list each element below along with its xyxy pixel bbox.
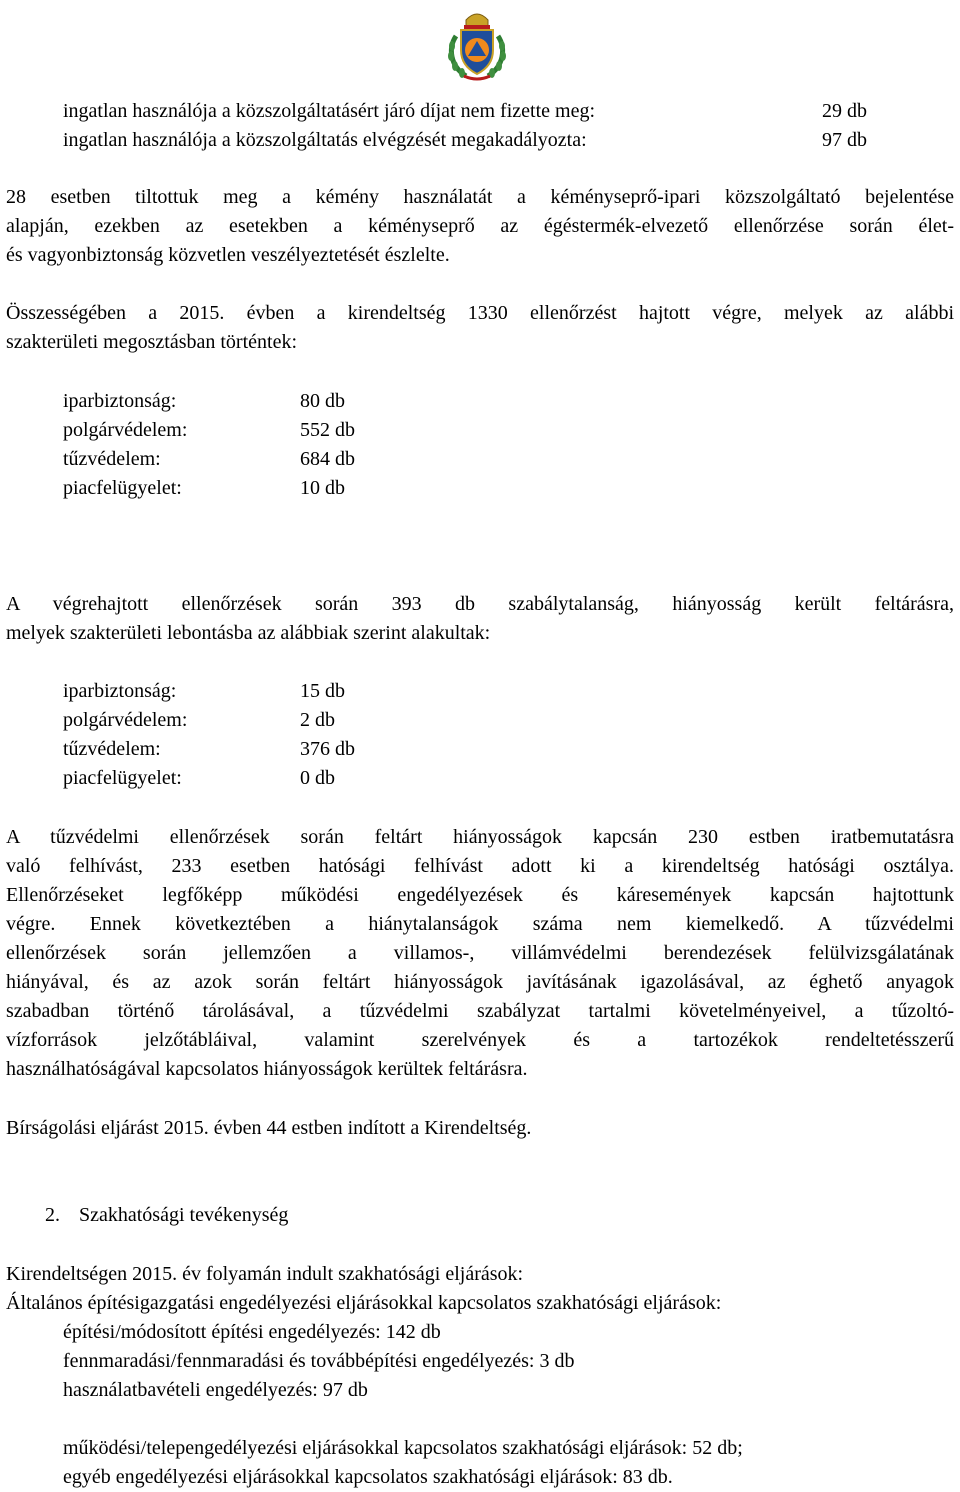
paragraph-2-line-1: Összességében a 2015. évben a kirendeltség 1330 ellenőrzést hajtott végre, melyek az alábbi (6, 302, 954, 324)
section-2-other-2: egyéb engedélyezési eljárásokkal kapcsolatos szakhatósági eljárások: 83 db. (63, 1466, 673, 1488)
section-2-item-2: fennmaradási/fennmaradási és továbbépítési engedélyezés: 3 db (63, 1350, 575, 1372)
civil-protection-emblem-icon (442, 6, 512, 82)
section-2-item-1: építési/módosított építési engedélyezés: 142 db (63, 1321, 441, 1343)
paragraph-3-line-2: melyek szakterületi lebontásba az alábbiak szerint alakultak: (6, 622, 491, 644)
inspection-value-industrial-safety: 80 db (300, 390, 345, 412)
irregularity-value-market-supervision: 0 db (300, 767, 335, 789)
section-2-other-1: működési/telepengedélyezési eljárásokkal kapcsolatos szakhatósági eljárások: 52 db; (63, 1437, 743, 1459)
section-2-number: 2. (45, 1204, 60, 1226)
paragraph-4-line-7: szabadban történő tárolásával, a tűzvédelmi szabályzat tartalmi követelményeivel, a tűzoltó- (6, 1000, 954, 1022)
top-list-label-1: ingatlan használója a közszolgáltatásért járó díjat nem fizette meg: (63, 100, 596, 122)
irregularity-label-fire-protection: tűzvédelem: (63, 738, 161, 760)
irregularity-label-market-supervision: piacfelügyelet: (63, 767, 182, 789)
paragraph-3-line-1: A végrehajtott ellenőrzések során 393 db szabálytalanság, hiányosság került feltárásra, (6, 593, 954, 615)
paragraph-1-line-2: alapján, ezekben az esetekben a kéményseprő az égéstermék-elvezető ellenőrzése során élet- (6, 215, 954, 237)
section-2-intro: Kirendeltségen 2015. év folyamán indult szakhatósági eljárások: (6, 1263, 524, 1285)
inspection-value-market-supervision: 10 db (300, 477, 345, 499)
paragraph-4-line-2: való felhívást, 233 esetben hatósági felhívást adott ki a kirendeltség hatósági osztálya. (6, 855, 954, 877)
paragraph-1-line-1: 28 esetben tiltottuk meg a kémény használatát a kéményseprő-ipari közszolgáltató bejelentése (6, 186, 954, 208)
section-2-title: Szakhatósági tevékenység (79, 1204, 289, 1226)
top-list-label-2: ingatlan használója a közszolgáltatás elvégzését megakadályozta: (63, 129, 587, 151)
inspection-value-fire-protection: 684 db (300, 448, 355, 470)
irregularity-label-industrial-safety: iparbiztonság: (63, 680, 177, 702)
paragraph-2-line-2: szakterületi megosztásban történtek: (6, 331, 298, 353)
section-2-item-3: használatbavételi engedélyezés: 97 db (63, 1379, 368, 1401)
paragraph-1-line-3: és vagyonbiztonság közvetlen veszélyeztetését észlelte. (6, 244, 450, 266)
paragraph-4-line-5: ellenőrzések során jellemzően a villamos-, villámvédelmi berendezések felülvizsgálatának (6, 942, 954, 964)
paragraph-4-line-6: hiányával, és az azok során feltárt hiányosságok javításának igazolásával, az éghető anyagok (6, 971, 954, 993)
paragraph-5: Bírságolási eljárást 2015. évben 44 estben indított a Kirendeltség. (6, 1117, 532, 1139)
top-list-value-2: 97 db (822, 129, 867, 151)
irregularity-value-industrial-safety: 15 db (300, 680, 345, 702)
paragraph-4-line-3: Ellenőrzéseket legfőképp működési engedélyezések és káresemények kapcsán hajtottunk (6, 884, 954, 906)
irregularity-value-fire-protection: 376 db (300, 738, 355, 760)
inspection-label-market-supervision: piacfelügyelet: (63, 477, 182, 499)
paragraph-4-line-9: használhatóságával kapcsolatos hiányosságok kerültek feltárásra. (6, 1058, 528, 1080)
section-2-general: Általános építésigazgatási engedélyezési eljárásokkal kapcsolatos szakhatósági eljárások: (6, 1292, 722, 1314)
paragraph-4-line-1: A tűzvédelmi ellenőrzések során feltárt hiányosságok kapcsán 230 estben iratbemutatásra (6, 826, 954, 848)
inspection-label-fire-protection: tűzvédelem: (63, 448, 161, 470)
top-list-value-1: 29 db (822, 100, 867, 122)
inspection-label-civil-protection: polgárvédelem: (63, 419, 188, 441)
paragraph-4-line-4: végre. Ennek következtében a hiánytalanságok száma nem kiemelkedő. A tűzvédelmi (6, 913, 954, 935)
paragraph-4-line-8: vízforrások jelzőtábláival, valamint szerelvények és a tartozékok rendeltetésszerű (6, 1029, 954, 1051)
irregularity-label-civil-protection: polgárvédelem: (63, 709, 188, 731)
irregularity-value-civil-protection: 2 db (300, 709, 335, 731)
inspection-label-industrial-safety: iparbiztonság: (63, 390, 177, 412)
inspection-value-civil-protection: 552 db (300, 419, 355, 441)
